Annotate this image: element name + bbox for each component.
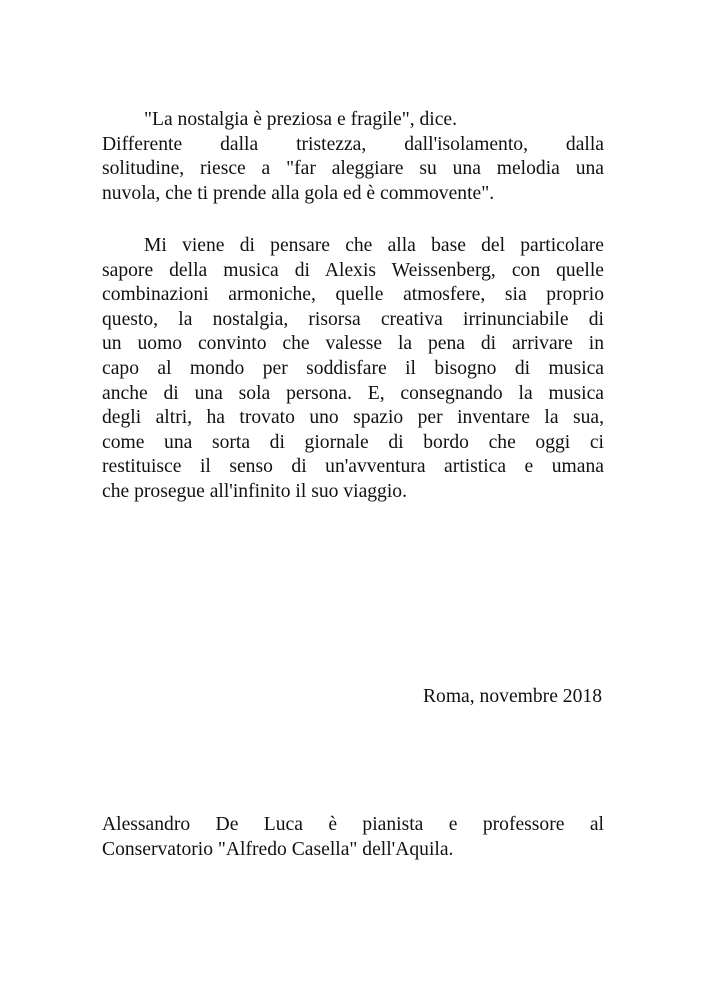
author-bio bbox=[102, 813, 604, 862]
text-line: capo al mondo per soddisfare il bisogno di musica bbox=[102, 357, 604, 379]
text-line: un uomo convinto che valesse la pena di arrivare in bbox=[102, 333, 604, 355]
paragraph-nostalgia-quote bbox=[102, 108, 604, 206]
place-date-signature: Roma, novembre 2018 bbox=[422, 686, 602, 707]
paragraph-weissenberg-music bbox=[102, 234, 604, 505]
text-line: Mi viene di pensare che alla base del particolare bbox=[144, 235, 604, 256]
text-line: Differente dalla tristezza, dall'isolamento, dalla bbox=[102, 133, 604, 155]
text-line: anche di una sola persona. E, consegnando la musica bbox=[102, 382, 604, 404]
text-line: degli altri, ha trovato uno spazio per inventare la sua, bbox=[102, 407, 604, 429]
text-line: solitudine, riesce a "far aleggiare su una melodia una bbox=[102, 158, 604, 180]
text-line: Conservatorio "Alfredo Casella" dell'Aquila. bbox=[102, 838, 454, 860]
text-line: sapore della musica di Alexis Weissenberg, con quelle bbox=[102, 259, 604, 281]
text-line: che prosegue all'infinito il suo viaggio. bbox=[102, 480, 407, 502]
text-line: come una sorta di giornale di bordo che oggi ci bbox=[102, 431, 604, 453]
text-line: "La nostalgia è preziosa e fragile", dice. bbox=[144, 109, 458, 130]
text-line: combinazioni armoniche, quelle atmosfere, sia proprio bbox=[102, 284, 604, 306]
text-line: Alessandro De Luca è pianista e professore al bbox=[102, 814, 604, 835]
text-line: questo, la nostalgia, risorsa creativa irrinunciabile di bbox=[102, 308, 604, 330]
text-line: nuvola, che ti prende alla gola ed è commovente". bbox=[102, 182, 495, 204]
text-line: restituisce il senso di un'avventura artistica e umana bbox=[102, 456, 604, 478]
